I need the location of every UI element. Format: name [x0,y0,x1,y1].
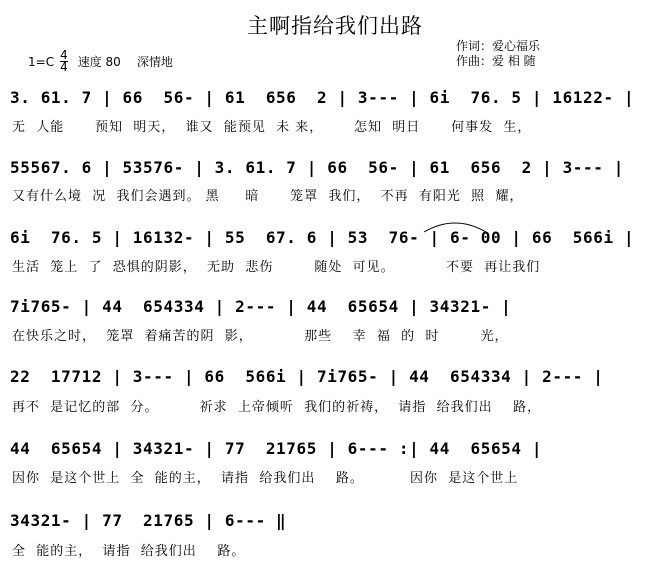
notation-row-5: 22 17712 | 3--- | 66 566i | 7i765- | 44 654334 | 2--- | [10,367,604,386]
song-title: 主啊指给我们出路 [247,14,423,38]
key-label: 1=C [28,54,55,69]
lyrics-row-3: 生活 笼上 了 恐惧的阴影， 无助 悲伤 随处 可见。 不要 再让我们 [12,260,541,275]
lyrics-row-6: 因你 是这个世上 全 能的主， 请指 给我们出 路。 因你 是这个世上 [12,471,519,486]
lyrics-row-4: 在快乐之时， 笼罩 着痛苦的阴 影， 那些 幸 福 的 时 光， [12,329,509,344]
notation-row-7: 34321- | 77 21765 | 6--- ‖ [10,511,287,530]
lyricist: 作词：爱心福乐 [456,39,541,53]
lyrics-row-5: 再不 是记忆的部 分。 祈求 上帝倾听 我们的祈祷， 请指 给我们出 路， [12,400,542,415]
lyrics-row-7: 全 能的主， 请指 给我们出 路。 [12,544,246,559]
notation-row-4: 7i765- | 44 654334 | 2--- | 44 65654 | 34321- | [10,297,512,316]
composer: 作曲：爱 相 随 [456,54,536,68]
notation-row-6: 44 65654 | 34321- | 77 21765 | 6--- :| 44 65654 | [10,439,543,458]
notation-row-2: 55567. 6 | 53576- | 3. 61. 7 | 66 56- | 61 656 2 | 3--- | [10,158,624,177]
lyrics-row-2: 又有什么境 况 我们会遇到。 黑 暗 笼罩 我们， 不再 有阳光 照 耀， [12,189,524,204]
lyrics-row-1: 无 人能 预知 明天， 谁又 能预见 未 来， 怎知 明日 何事发 生， [12,120,532,135]
notation-row-1: 3. 61. 7 | 66 56- | 61 656 2 | 3--- | 6i 76. 5 | 16122- | [10,88,635,107]
notation-row-3: 6i 76. 5 | 16132- | 55 67. 6 | 53 76- | 6- 00 | 66 566i | [10,228,635,247]
tempo: 速度 80 [77,55,121,69]
expression: 深情地 [136,55,173,69]
tie-mark [420,218,490,234]
time-signature: $\frac{4}{4}$ [60,48,68,74]
credits [456,39,540,69]
key-signature [28,50,173,73]
